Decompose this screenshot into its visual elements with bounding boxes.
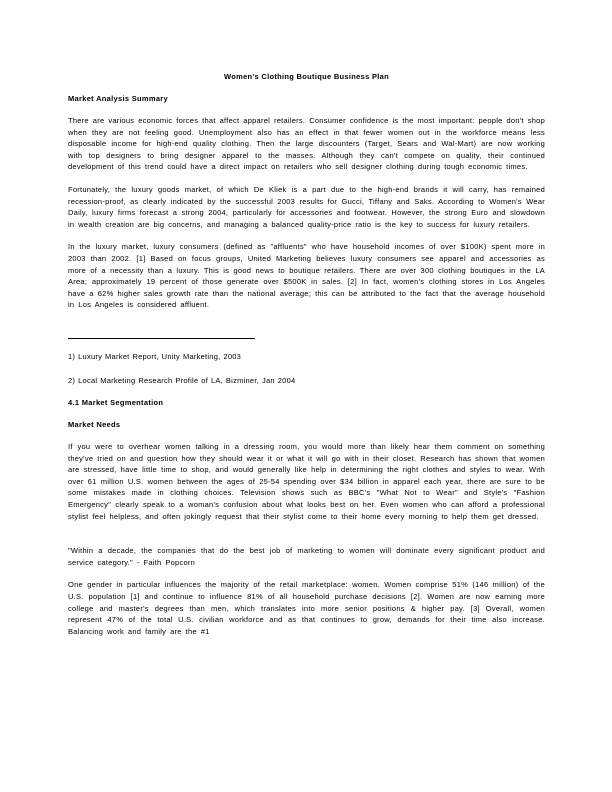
- quote-faith-popcorn: "Within a decade, the companies that do the best job of marketing to women will dominate every significant product and service category." - Faith Popcorn: [68, 546, 545, 567]
- footnote-2: 2) Local Marketing Research Profile of LA, Bizminer, Jan 2004: [68, 375, 296, 385]
- paragraph-luxury-goods-market: Fortunately, the luxury goods market, of which De Kliek is a part due to the high-end brands it will carry, has remained recession-proof, as clearly indicated by the successful 2003 results for Gucci, Tiffany and Saks. According to Women's Wear Daily, luxury firms forecast a strong 2004, particularly for accessories and footwear. However, the strong Euro and slowdown in wealth creation are big concerns, and managing a balanced quality-price ratio is the key to success for luxury retailers.: [68, 184, 545, 229]
- section-reference-market-segmentation: 4.1 Market Segmentation: [68, 398, 164, 408]
- paragraph-women-demographics: One gender in particular influences the majority of the retail marketplace: women. Women comprise 51% (146 million) of the U.S. population [1] and continue to influence 81% of all household purchase decisions [2]. Women are now earning more college and master's degrees than men, which translates into more senior positions & higher pay. [3] Overall, women represent 47% of the total U.S. civilian workforce and as that continues to grow, demands for their time also increase. Balancing work and family are the #1: [68, 580, 545, 636]
- footnote-1: 1) Luxury Market Report, Unity Marketing, 2003: [68, 351, 242, 361]
- paragraph-luxury-consumers: In the luxury market, luxury consumers (defined as "affluents" who have household incomes of over $100K) spent more in 2003 than 2002. [1] Based on focus groups, United Marketing believes luxury consumers see apparel and accessories as more of a necessity than a luxury. This is good news to boutique retailers. There are over 300 clothing boutiques in the LA Area; approximately 19 percent of those generate over $500K in sales. [2] In fact, women's clothing stores in Los Angeles have a 62% higher sales growth rate than the national average; this can be attributed to the fact that the average household in Los Angeles is considered affluent.: [68, 242, 545, 310]
- page-title: Women's Clothing Boutique Business Plan: [223, 72, 390, 81]
- paragraph-economic-forces: There are various economic forces that affect apparel retailers. Consumer confidence is the most important: people don't shop when they are not feeling good. Unemployment also has an effect in that fewer women out in the workforce means less disposable income for high-end quality clothing. Then the large discounters (Target, Sears and Wal-Mart) are now working with top designers to bring designer apparel to the masses. Although they can't compete on quality, their continued development of this trend could have a direct impact on retailers who sell designer clothing during tough economic times.: [68, 116, 545, 172]
- heading-market-needs: Market Needs: [68, 420, 121, 430]
- paragraph-market-needs: If you were to overhear women talking in a dressing room, you would more than likely hear them comment on something they've tried on and question how they should wear it or what it will go with in their closet. Research has shown that women are stressed, have little time to shop, and would generally like help in determining the right clothes and styles to wear. With over 61 million U.S. women between the ages of 25-54 spending over $34 billion in apparel each year, there are sure to be some mistakes made in clothing choices. Television shows such as BBC's "What Not to Wear" and Style's "Fashion Emergency" clearly speak to a woman's confusion about what looks best on her. Even women who can afford a professional stylist feel helpless, and often jokingly request that their stylist come to their home every morning to help them get dressed.: [68, 442, 545, 521]
- heading-market-analysis-summary: Market Analysis Summary: [68, 94, 168, 103]
- footnote-separator-rule: [68, 338, 255, 339]
